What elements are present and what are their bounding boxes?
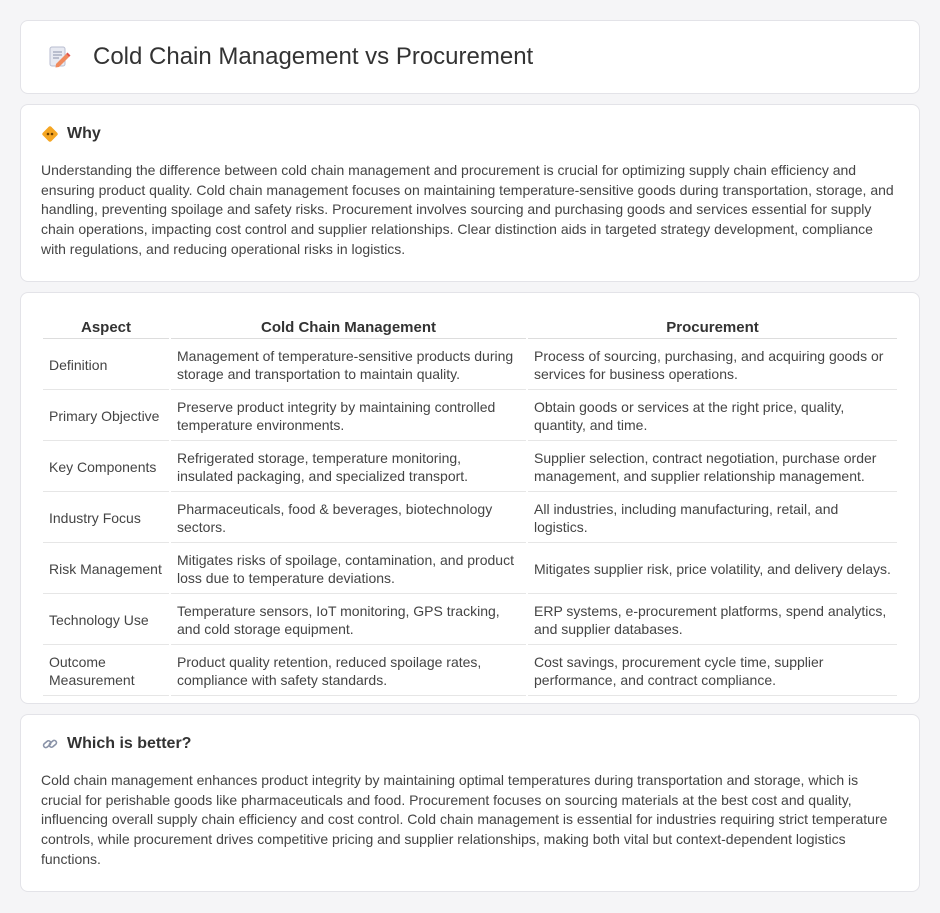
- better-paragraph: Cold chain management enhances product integrity by maintaining optimal temperatures during transportation and storage, which is crucial for perishable goods like pharmaceuticals and food. Procurement focuses on sourcing materials at the best cost and quality, influencing overall supply chain efficiency and cost control. Cold chain management is essential for industries requiring strict temperature controls, while procurement drives competitive pricing and supplier relationships, making both vital but context-dependent logistics functions.: [41, 772, 888, 867]
- header-card: [20, 20, 920, 94]
- row-aspect: Definition: [43, 341, 169, 390]
- row-aspect: Industry Focus: [43, 494, 169, 543]
- row-aspect: Key Components: [43, 443, 169, 492]
- link-icon: [41, 735, 59, 753]
- row-cold-chain: Refrigerated storage, temperature monitoring, insulated packaging, and specialized transport.: [171, 443, 526, 492]
- row-procurement: All industries, including manufacturing, retail, and logistics.: [528, 494, 897, 543]
- header-procurement: Procurement: [528, 315, 897, 339]
- row-cold-chain: Product quality retention, reduced spoilage rates, compliance with safety standards.: [171, 647, 526, 696]
- row-procurement: Obtain goods or services at the right price, quality, quantity, and time.: [528, 392, 897, 441]
- row-procurement: Cost savings, procurement cycle time, supplier performance, and contract compliance.: [528, 647, 897, 696]
- row-cold-chain: Management of temperature-sensitive products during storage and transportation to maintain quality.: [171, 341, 526, 390]
- row-procurement: Mitigates supplier risk, price volatility, and delivery delays.: [528, 545, 897, 594]
- table-row: [43, 647, 897, 696]
- header-cold-chain: Cold Chain Management: [171, 315, 526, 339]
- table-row: [43, 494, 897, 543]
- row-aspect: Outcome Measurement: [43, 647, 169, 696]
- comparison-table-card: [20, 292, 920, 704]
- page-title: Cold Chain Management vs Procurement: [93, 43, 534, 70]
- which-is-better-section: [20, 714, 920, 892]
- diamond-sign-icon: [41, 125, 59, 143]
- table-row: [43, 392, 897, 441]
- row-aspect: Technology Use: [43, 596, 169, 645]
- table-header-row: [43, 315, 897, 339]
- why-paragraph: Understanding the difference between cold chain management and procurement is crucial for optimizing supply chain efficiency and ensuring product quality. Cold chain management focuses on maintaining temperature-sensitive goods during transportation, storage, and handling, preventing spoilage and safety risks. Procurement involves sourcing and purchasing goods and services essential for supply chain operations, impacting cost control and supplier relationships. Clear distinction aids in targeted strategy development, compliance with regulations, and reducing operational risks in logistics.: [41, 162, 894, 257]
- better-title: Which is better?: [67, 735, 192, 752]
- comparison-table: [41, 313, 899, 698]
- row-cold-chain: Pharmaceuticals, food & beverages, biotechnology sectors.: [171, 494, 526, 543]
- row-aspect: Risk Management: [43, 545, 169, 594]
- better-heading: [41, 735, 899, 753]
- row-procurement: ERP systems, e-procurement platforms, spend analytics, and supplier databases.: [528, 596, 897, 645]
- header-aspect: Aspect: [43, 315, 169, 339]
- table-row: [43, 443, 897, 492]
- row-aspect: Primary Objective: [43, 392, 169, 441]
- row-cold-chain: Preserve product integrity by maintaining controlled temperature environments.: [171, 392, 526, 441]
- row-procurement: Process of sourcing, purchasing, and acquiring goods or services for business operations.: [528, 341, 897, 390]
- why-title: Why: [67, 125, 101, 142]
- row-cold-chain: Mitigates risks of spoilage, contamination, and product loss due to temperature deviations.: [171, 545, 526, 594]
- row-cold-chain: Temperature sensors, IoT monitoring, GPS tracking, and cold storage equipment.: [171, 596, 526, 645]
- table-row: [43, 596, 897, 645]
- row-procurement: Supplier selection, contract negotiation, purchase order management, and supplier relationship management.: [528, 443, 897, 492]
- document-pencil-icon: [45, 43, 73, 71]
- why-heading: [41, 125, 899, 143]
- why-section: [20, 104, 920, 282]
- table-row: [43, 341, 897, 390]
- table-row: [43, 545, 897, 594]
